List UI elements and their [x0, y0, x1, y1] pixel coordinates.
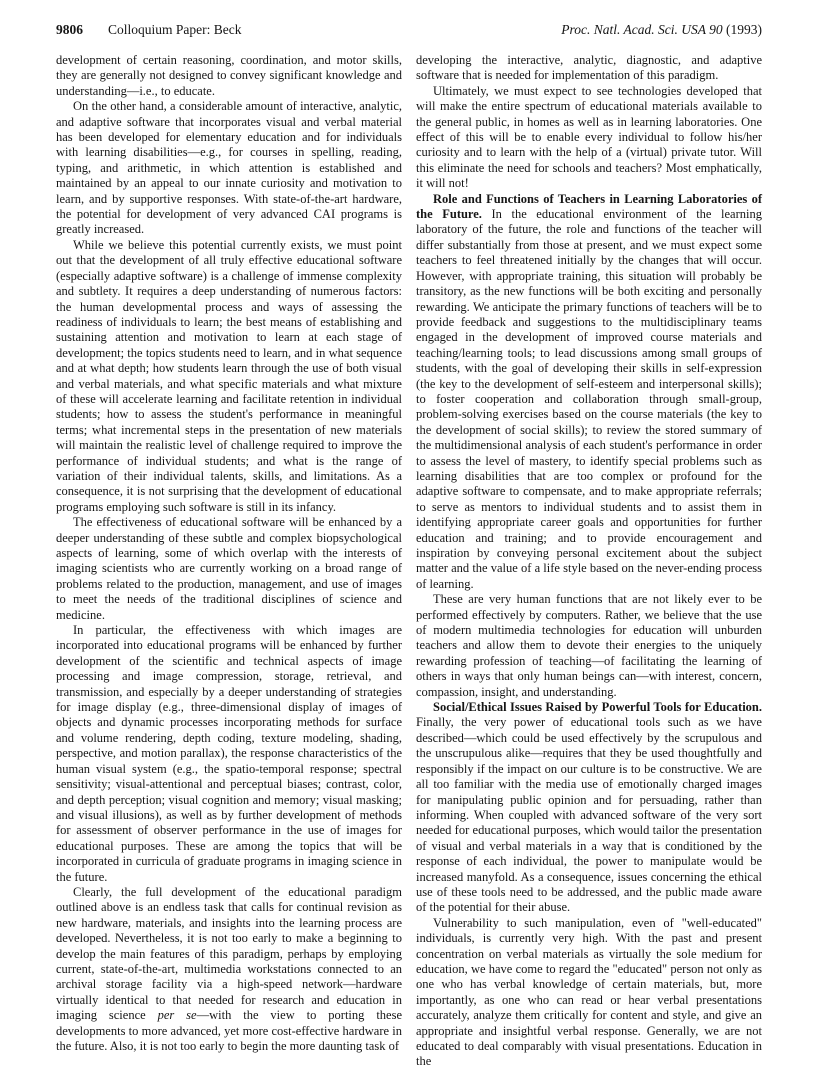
paragraph-text: —with the view to porting these developments to more advanced, yet more cost-effective hardware in the future. Also, it is not too early to begin the more daunting task of: [56, 1008, 403, 1053]
paragraph: The effectiveness of educational software will be enhanced by a deeper understanding of these subtle and complex biopsychological aspects of learning, some of which overlap with the interests of imaging scientists who are currently working on a broad range of problems related to the production, management, and use of images to meet the needs of the traditional disciplines of science and medicine.: [56, 515, 402, 622]
paragraph: development of certain reasoning, coordination, and motor skills, they are generally not designed to convey significant knowledge and understanding—i.e., to educate.: [56, 53, 402, 98]
page-number: 9806: [56, 22, 83, 37]
paragraph-text: In the educational environment of the learning laboratory of the future, the role and functions of the teacher will differ substantially from those at present, and we must expect some teachers to feel threatened initially by the changes that will occur. However, with appropriate training, this situation will probably be transitory, as the new functions will be both exciting and personally rewarding. We anticipate the primary functions of teachers will be to provide feedback and suggestions to the multidisciplinary teams engaged in the development of improved course materials and teaching/learning tools; to lead discussions among small groups of students, with the goal of developing their skills in self-expression (the key to the development of self-esteem and interpersonal skills); to foster cooperation and collaboration through small-group, problem-solving exercises based on the course materials (the key to the development of social skills); to review the stored summary of the multidimensional analysis of each student's performance in order to assess the level of mastery, to identify special problems such as learning disabilities that are too complex or profound for the adaptive software to compensate, and to make appropriate referrals; to serve as mentors to individual students and to assist them in identifying appropriate career goals and opportunities for further education and training; and to provide encouragement and inspiration by conveying personal excitement about the subject matter and the value of a life style based on the never-ending process of learning.: [416, 207, 762, 591]
paragraph: While we believe this potential currently exists, we must point out that the development of all truly effective educational software (especially adaptive software) is a challenge of immense complexity and subtlety. It requires a deep understanding of numerous factors: the human developmental process and ways of assessing the readiness of individuals to learn; the best means of establishing and sustaining attention and motivation to learn at each stage of development; the topics students need to learn, and in what sequence and at what depth; how students learn through the use of both visual and verbal materials, and what specific materials and what mixture of these will accelerate learning and facilitate retention in individual students; how to assess the student's performance in meaningful terms; what incremental steps in the presentation of new materials will maintain the realistic level of challenge required to improve the performance of individual students; and what is the range of variation of their individual talents, skills, and limitations. As a consequence, it is not surprising that the development of educational programs employing such software is still in its infancy.: [56, 237, 402, 514]
paragraph: Ultimately, we must expect to see technologies developed that will make the entire spectrum of educational materials available to the general public, in homes as well as in learning laboratories. One effect of this will be to enable every individual to follow his/her curiosity and to learn with the help of a (virtual) private tutor. Will this eliminate the need for schools and teachers? Most emphatically, it will not!: [416, 83, 762, 191]
section-paragraph: [416, 700, 762, 916]
section-paragraph: [416, 192, 762, 593]
paragraph: These are very human functions that are not likely ever to be performed effectively by computers. Rather, we believe that the use of modern multimedia technologies for education will unburden teachers and allow them to devote their energies to the uniquely rewarding profession of teaching—of facilitating the learning of others in ways that only human beings can—with interest, concern, compassion, insight, and understanding.: [416, 592, 762, 699]
paragraph-text: Finally, the very power of educational tools such as we have described—which could be used effectively by the scrupulous and the unscrupulous alike—requires that they be used thoughtfully and responsibly if the impact on our culture is to be constructive. We are all too familiar with the media use of emotionally charged images for manipulating public opinion and for persuading, rather than informing. When coupled with advanced software of the very sort needed for educational purposes, which would tailor the presentation of visual and verbal materials in a way that is conditioned by the response of each individual, the power to manipulate would be increased manyfold. As a consequence, issues concerning the ethical use of these tools need to be addressed, and the public made aware of the potential for their abuse.: [416, 715, 762, 915]
paragraph: In particular, the effectiveness with which images are incorporated into educational programs will be enhanced by further development of the scientific and technical aspects of image processing and image compression, storage, retrieval, and transmission, and especially by a deeper understanding of strategies for image display (e.g., three-dimensional display of images of objects and dynamic processes incorporating methods for surface and volume rendering, depth coding, texture modeling, shading, perspective, and motion parallax), the response characteristics of the human visual system (e.g., the spatio-temporal response; spectral sensitivity; visual-attentional and perceptual biases; contrast, color, and depth perception; visual cognition and memory; visual masking; and visual illusions), as well as by further development of methods for assessment of observer performance in the use of images for educational purposes. These are among the topics that will be incorporated in curricula of graduate programs in imaging science in the future.: [56, 623, 402, 884]
journal-citation: [561, 22, 762, 38]
paragraph-text: Clearly, the full development of the educational paradigm outlined above is an endless task that calls for continual revision as new hardware, materials, and insights into the learning process are developed. Nevertheless, it is not too early to make a beginning to develop the main features of this paradigm, perhaps by employing current, state-of-the-art, multimedia workstations connected to an archival storage facility via a high-speed network—hardware virtually identical to that needed for research and education in imaging science: [56, 884, 402, 1023]
running-title: Colloquium Paper: Beck: [108, 22, 242, 37]
italic-term: per se: [157, 1008, 197, 1023]
paragraph: [56, 885, 402, 1054]
running-header: [56, 22, 762, 42]
section-heading: Role and Functions of Teachers in Learning Laboratories of the Future.: [416, 191, 762, 222]
right-column: [416, 53, 762, 1069]
left-column: [56, 53, 402, 1063]
journal-year: (1993): [726, 22, 762, 37]
journal-name: Proc. Natl. Acad. Sci. USA 90: [561, 22, 723, 37]
paragraph: On the other hand, a considerable amount of interactive, analytic, and adaptive software that incorporates visual and verbal material has been developed for elementary education and for individuals with learning disabilities—e.g., for courses in spelling, reading, typing, and arithmetic, in which attention is established and maintained by an appeal to our innate curiosity and motivation to learn, and by supportive responses. With state-of-the-art hardware, the potential for development of very advanced CAI programs is greatly increased.: [56, 99, 402, 237]
paragraph: developing the interactive, analytic, diagnostic, and adaptive software that is needed for implementation of this paradigm.: [416, 53, 762, 83]
section-heading: Social/Ethical Issues Raised by Powerful Tools for Education.: [433, 700, 762, 715]
paragraph: Vulnerability to such manipulation, even of "well-educated" individuals, is currently very high. With the past and present concentration on verbal materials as virtually the sole medium for education, we have come to regard the "educated" person not only as one who has verbal knowledge of certain materials, but, more importantly, as one who can read or hear verbal presentations accurately, analyze them critically for content and style, and give an appropriate and insightful verbal response. Generally, we are not educated to deal comparably with visual presentations. Education in the: [416, 915, 762, 1069]
